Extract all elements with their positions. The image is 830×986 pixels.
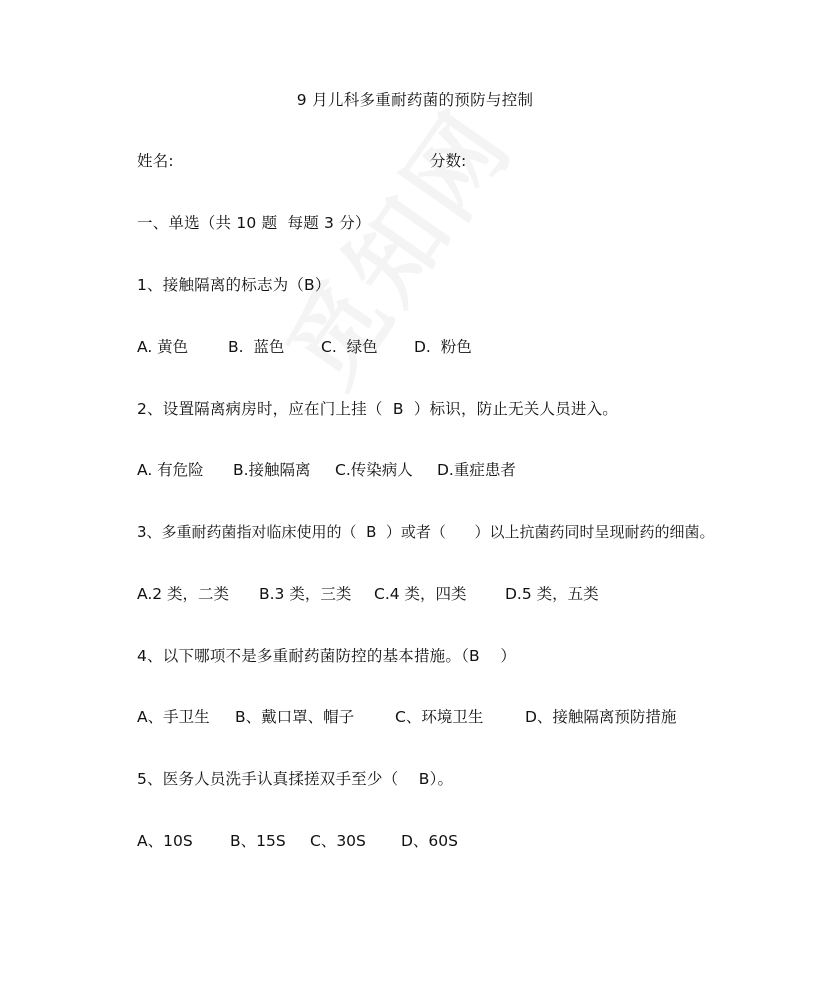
question-1-stem: 1、接触隔离的标志为（B）: [137, 276, 331, 294]
question-2-option-a: A. 有危险: [137, 461, 204, 479]
question-5-option-a: A、10S: [137, 832, 193, 850]
question-5-option-b: B、15S: [230, 832, 286, 850]
question-3-option-a: A.2 类，二类: [137, 585, 230, 603]
question-3-option-c: C.4 类，四类: [374, 585, 467, 603]
question-4-option-b: B、戴口罩、帽子: [235, 708, 355, 726]
question-2-option-c: C.传染病人: [335, 461, 413, 479]
question-4-option-d: D、接触隔离预防措施: [525, 708, 677, 726]
question-1-option-a: A. 黄色: [137, 338, 189, 356]
question-4-option-c: C、环境卫生: [395, 708, 484, 726]
name-label: 姓名:: [137, 152, 174, 170]
question-1-option-d: D. 粉色: [414, 338, 472, 356]
question-5-option-c: C、30S: [310, 832, 366, 850]
question-5-option-d: D、60S: [401, 832, 458, 850]
question-1-option-b: B. 蓝色: [228, 338, 285, 356]
question-3-stem: 3、多重耐药菌指对临床使用的（ B ）或者（ ）以上抗菌药同时呈现耐药的细菌。: [137, 523, 715, 541]
question-3-option-b: B.3 类，三类: [259, 585, 352, 603]
question-2-stem: 2、设置隔离病房时，应在门上挂（ B ）标识，防止无关人员进入。: [137, 400, 619, 418]
question-1-option-c: C. 绿色: [321, 338, 378, 356]
section-heading: 一、单选（共 10 题 每题 3 分）: [137, 214, 371, 232]
question-4-stem: 4、以下哪项不是多重耐药菌防控的基本措施。（B ）: [137, 647, 517, 665]
question-2-option-b: B.接触隔离: [233, 461, 311, 479]
score-label: 分数:: [430, 152, 467, 170]
question-5-stem: 5、医务人员洗手认真揉搓双手至少（ B）。: [137, 770, 454, 788]
question-2-option-d: D.重症患者: [437, 461, 516, 479]
question-4-option-a: A、手卫生: [137, 708, 210, 726]
watermark: [250, 79, 538, 408]
question-3-option-d: D.5 类，五类: [505, 585, 599, 603]
page-title: 9 月儿科多重耐药菌的预防与控制: [296, 91, 534, 109]
